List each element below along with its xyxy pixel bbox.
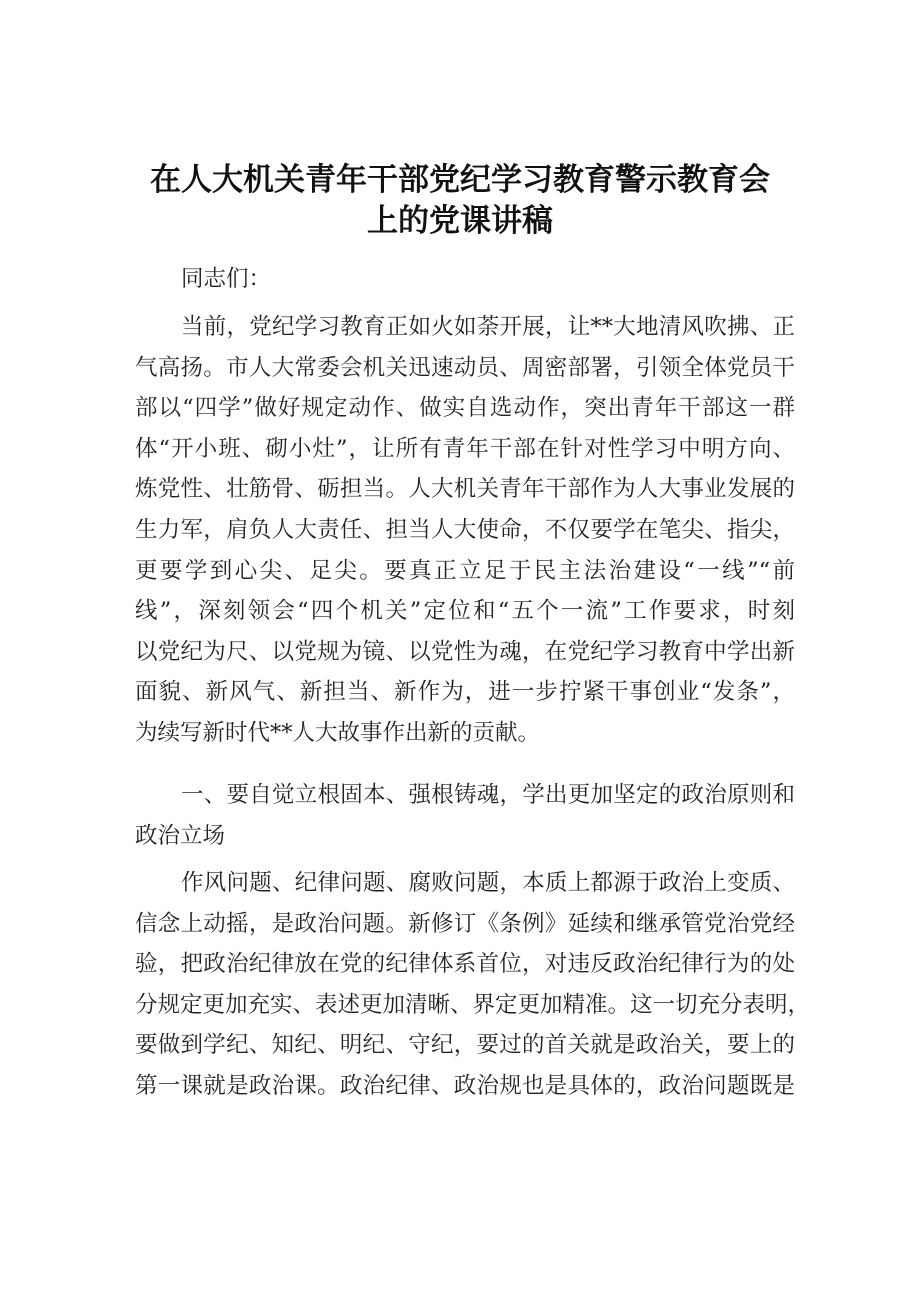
paragraph-line: 作风问题、纪律问题、腐败问题，本质上都源于政治上变质、 bbox=[181, 870, 795, 896]
paragraph-line: 部以“四学”做好规定动作、做实自选动作，突出青年干部这一群 bbox=[135, 395, 795, 422]
paragraph-line: 信念上动摇，是政治问题。新修订《条例》延续和继承管党治党经 bbox=[135, 910, 795, 937]
title-line-2: 上的党课讲稿 bbox=[367, 203, 553, 239]
paragraph-line: 面貌、新风气、新担当、新作为，进一步拧紧干事创业“发条”， bbox=[135, 679, 795, 706]
paragraph-1 bbox=[135, 307, 795, 754]
heading-line: 政治立场 bbox=[135, 822, 226, 849]
paragraph-line: 第一课就是政治课。政治纪律、政治规也是具体的，政治问题既是 bbox=[135, 1072, 795, 1099]
paragraph-2 bbox=[135, 863, 811, 1107]
document-title bbox=[120, 160, 800, 242]
paragraph-line: 分规定更加充实、表述更加清晰、界定更加精准。这一切充分表明， bbox=[135, 991, 811, 1018]
paragraph-line: 炼党性、壮筋骨、砺担当。人大机关青年干部作为人大事业发展的 bbox=[135, 476, 795, 503]
title-line-1: 在人大机关青年干部党纪学习教育警示教育会 bbox=[150, 162, 770, 198]
heading-line: 一、要自觉立根固本、强根铸魂，学出更加坚定的政治原则和 bbox=[181, 782, 795, 808]
paragraph-line: 以党纪为尺、以党规为镜、以党性为魂，在党纪学习教育中学出新 bbox=[135, 638, 795, 665]
section-heading-1 bbox=[135, 775, 795, 856]
paragraph-line: 为续写新时代**人大故事作出新的贡献。 bbox=[135, 719, 541, 746]
salutation bbox=[135, 259, 795, 300]
paragraph-line: 更要学到心尖、足尖。要真正立足于民主法治建设“一线”“前 bbox=[135, 557, 795, 584]
paragraph-line: 生力军，肩负人大责任、担当人大使命，不仅要学在笔尖、指尖， bbox=[135, 516, 795, 543]
paragraph-line: 体“开小班、砌小灶”，让所有青年干部在针对性学习中明方向、 bbox=[135, 435, 795, 462]
paragraph-line: 要做到学纪、知纪、明纪、守纪，要过的首关就是政治关，要上的 bbox=[135, 1032, 795, 1059]
paragraph-line: 气高扬。市人大常委会机关迅速动员、周密部署，引领全体党员干 bbox=[135, 354, 795, 381]
paragraph-line: 当前，党纪学习教育正如火如荼开展，让**大地清风吹拂、正 bbox=[181, 314, 795, 340]
salutation-text: 同志们： bbox=[181, 266, 272, 292]
paragraph-line: 验，把政治纪律放在党的纪律体系首位，对违反政治纪律行为的处 bbox=[135, 951, 795, 978]
paragraph-line: 线”，深刻领会“四个机关”定位和“五个一流”工作要求，时刻 bbox=[135, 598, 795, 625]
